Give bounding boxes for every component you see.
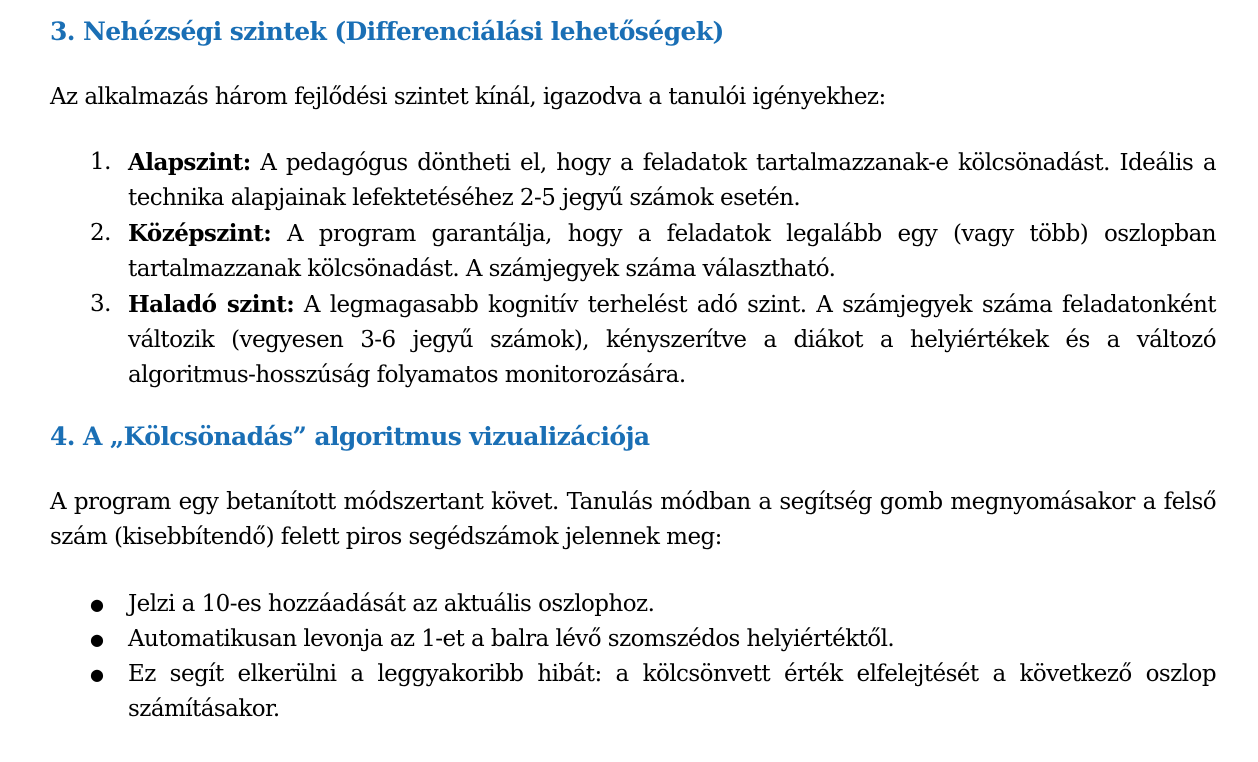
bullet-text: Ez segít elkerülni a leggyakoribb hibát: a kölcsönvett érték elfelejtését a következő oszlop számításakor.	[128, 661, 1216, 722]
level-item-basic	[50, 145, 1216, 216]
level-title: Haladó szint:	[128, 291, 295, 318]
section-4-paragraph: A program egy betanított módszertant követ. Tanulás módban a segítség gomb megnyomásakor a felső szám (kisebbítendő) felett piros segédszámok jelennek meg:	[50, 489, 1216, 550]
section-3-intro: Az alkalmazás három fejlődési szintet kínál, igazodva a tanulói igényekhez:	[50, 84, 886, 110]
level-text: A legmagasabb kognitív terhelést adó szint. A számjegyek száma feladatonként változik (vegyesen 3-6 jegyű számok), kényszerítve a diákot a helyiértékek és a változó algoritmus-hosszúság folyamatos monitorozására.	[128, 292, 1216, 388]
list-number: 3.	[90, 291, 111, 317]
list-item	[50, 657, 1216, 727]
section-3-heading: 3. Nehézségi szintek (Differenciálási lehetőségek)	[50, 17, 724, 46]
algorithm-bullet-list	[50, 587, 1216, 727]
level-text: A program garantálja, hogy a feladatok legalább egy (vagy több) oszlopban tartalmazzanak kölcsönadást. A számjegyek száma választható.	[128, 221, 1216, 282]
difficulty-levels-list	[50, 145, 1216, 393]
level-item-intermediate	[50, 216, 1216, 287]
level-title: Alapszint:	[128, 149, 251, 176]
list-item	[50, 587, 1216, 622]
bullet-text: Jelzi a 10-es hozzáadását az aktuális oszlophoz.	[128, 591, 655, 617]
list-number: 2.	[90, 220, 111, 246]
bullet-icon: ●	[90, 665, 104, 684]
bullet-icon: ●	[90, 595, 104, 614]
section-4-heading: 4. A „Kölcsönadás” algoritmus vizualizációja	[50, 422, 650, 451]
bullet-text: Automatikusan levonja az 1-et a balra lévő szomszédos helyiértéktől.	[128, 626, 895, 652]
list-number: 1.	[90, 149, 111, 175]
list-item	[50, 622, 1216, 657]
bullet-icon: ●	[90, 630, 104, 649]
level-title: Középszint:	[128, 220, 272, 247]
level-item-advanced	[50, 287, 1216, 393]
level-text: A pedagógus döntheti el, hogy a feladatok tartalmazzanak-e kölcsönadást. Ideális a technika alapjainak lefektetéséhez 2-5 jegyű számok esetén.	[128, 150, 1216, 211]
